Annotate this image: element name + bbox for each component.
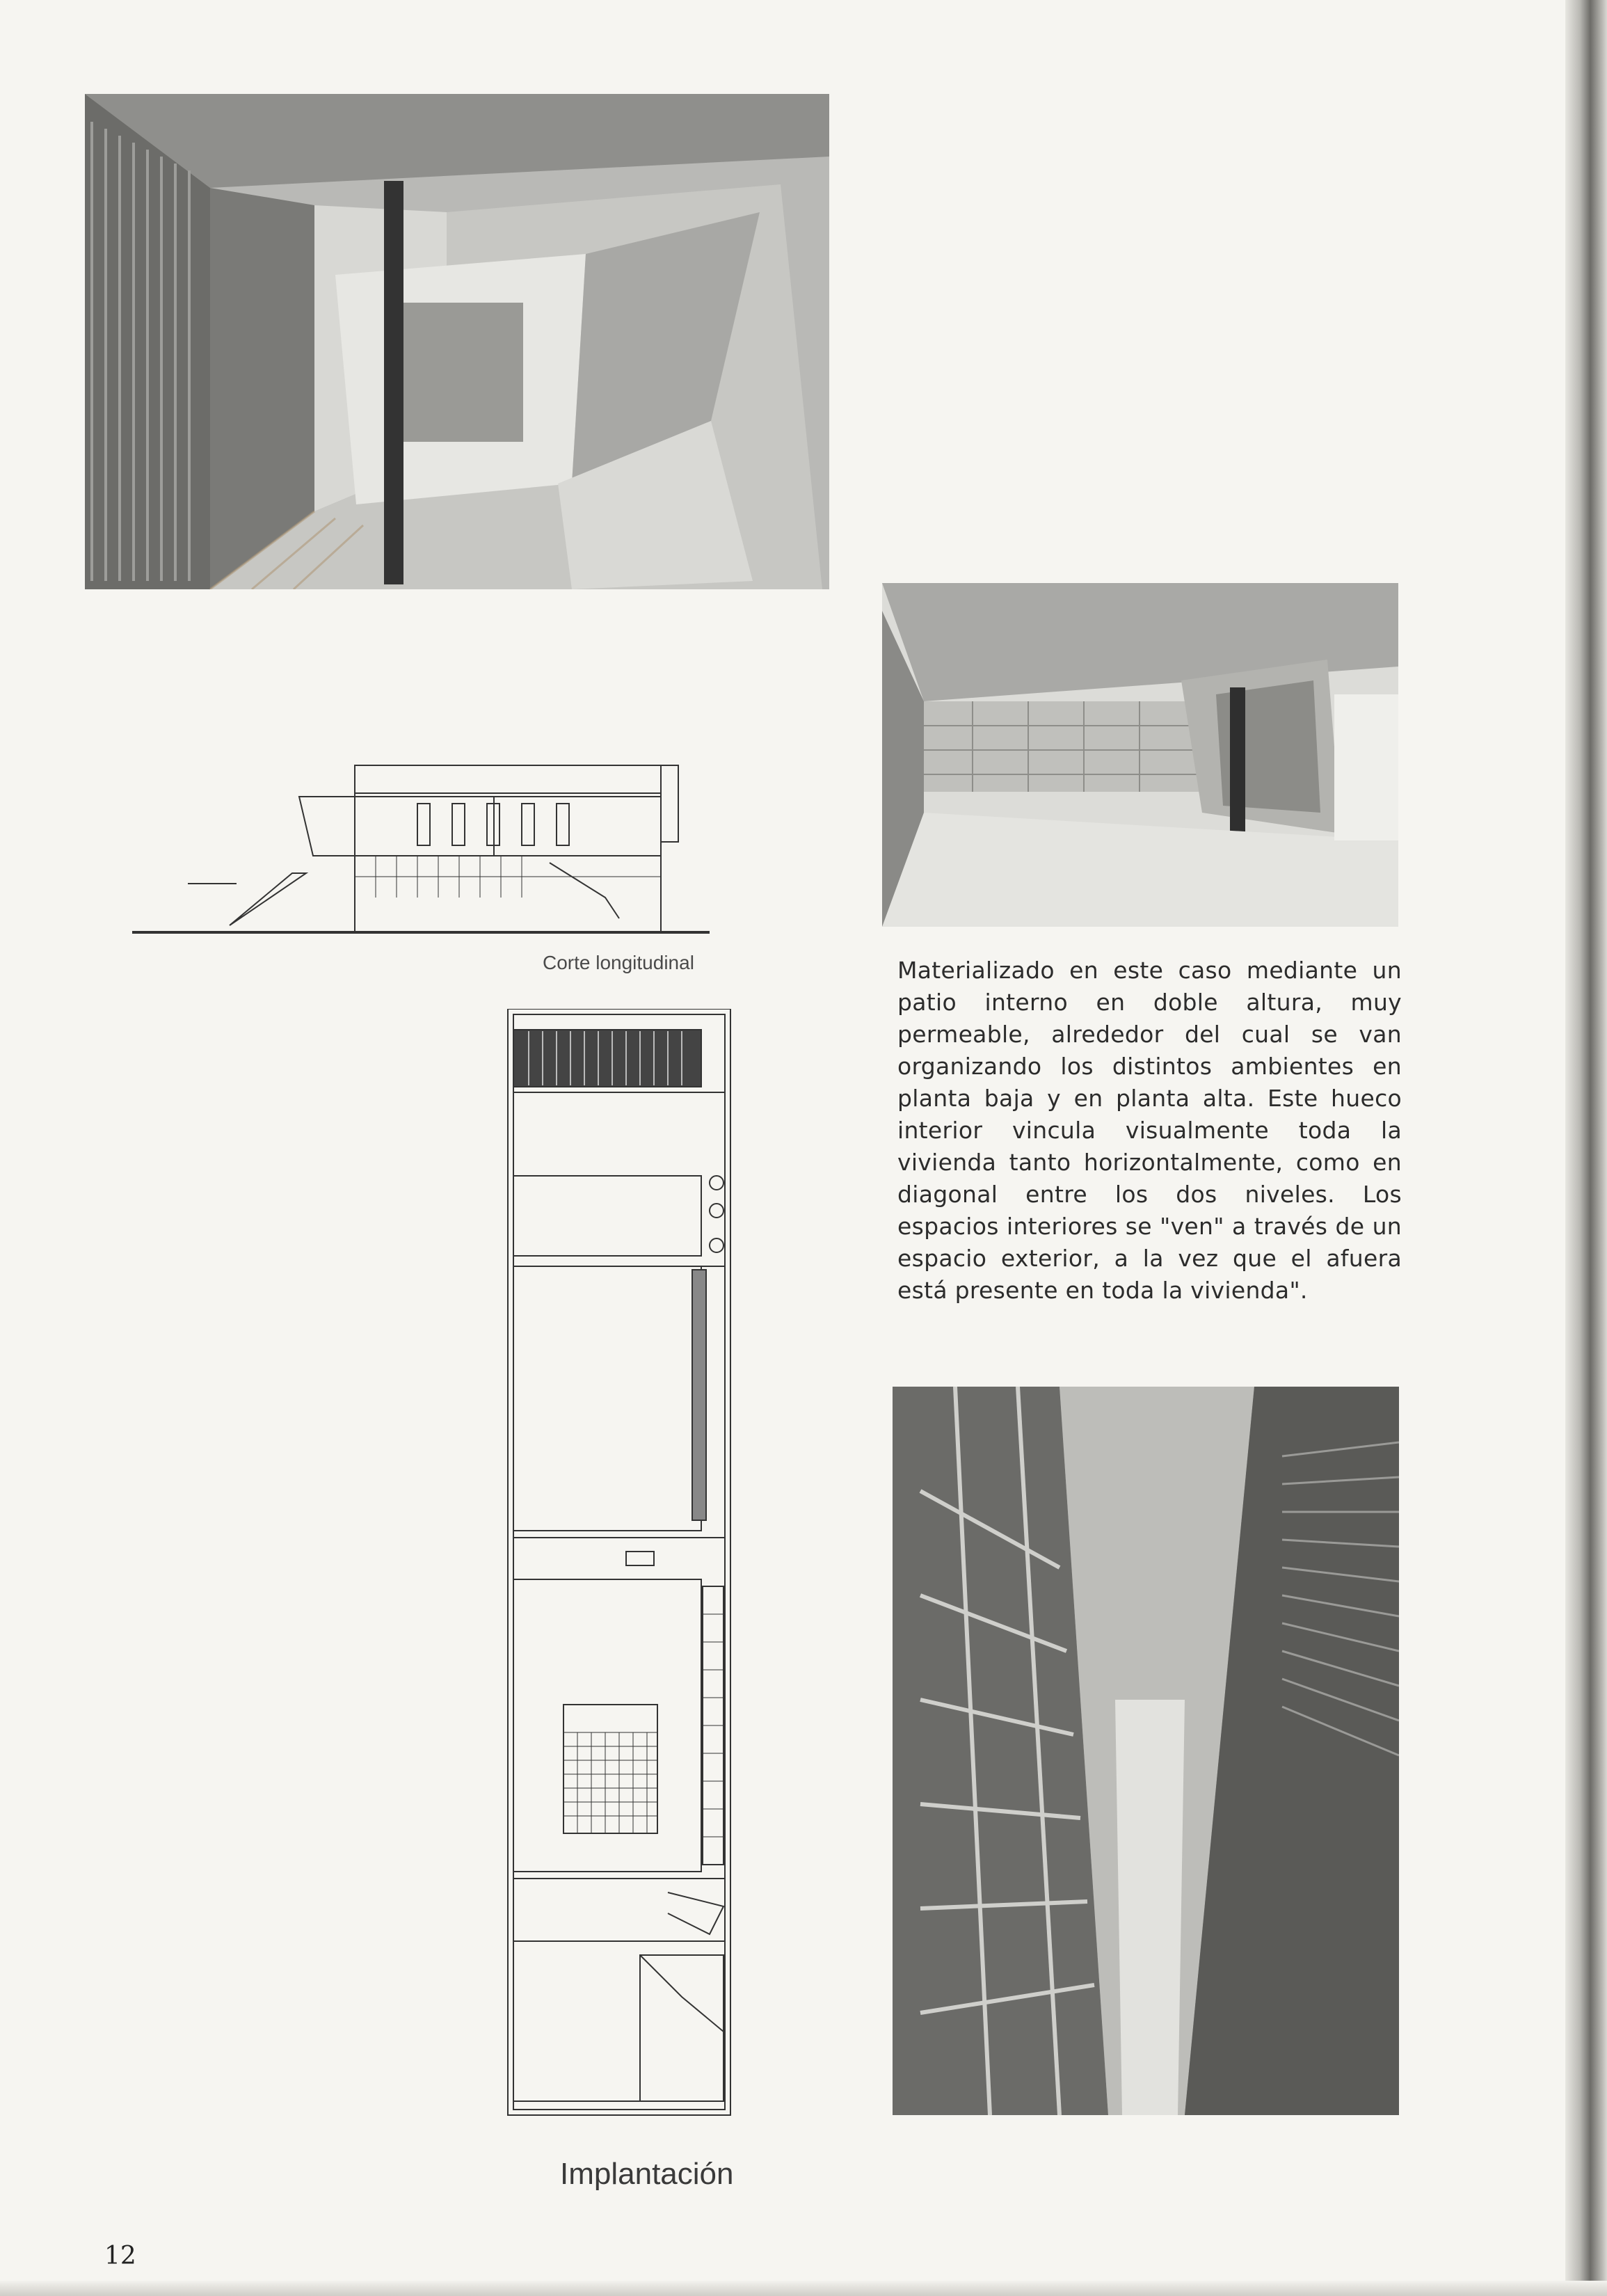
- body-paragraph: Materializado en este caso mediante un patio interno en doble altura, muy permeable, alrededor del cual se van organizando los distintos ambientes en planta baja y en planta alta. Este hueco interior vincula visualmente toda la vivienda tanto horizontalmente, como en diagonal entre los dos niveles. Los espacios interiores se "ven" a través de un espacio exterior, a la vez que el afuera está presente en toda la vivienda".: [897, 957, 1402, 1304]
- section-drawing: [132, 758, 710, 936]
- photo-shelving-void: [893, 1387, 1399, 2115]
- plan-caption: Implantación: [560, 2157, 734, 2191]
- photo-interior-shelves: [882, 583, 1398, 927]
- page-number: 12: [104, 2242, 136, 2270]
- site-plan-drawing: [501, 1009, 741, 2122]
- page-bottom-edge: [0, 2281, 1607, 2296]
- photo-corridor-window: [85, 94, 829, 589]
- section-caption: Corte longitudinal: [543, 952, 694, 973]
- page-fold-shadow: [1565, 0, 1607, 2296]
